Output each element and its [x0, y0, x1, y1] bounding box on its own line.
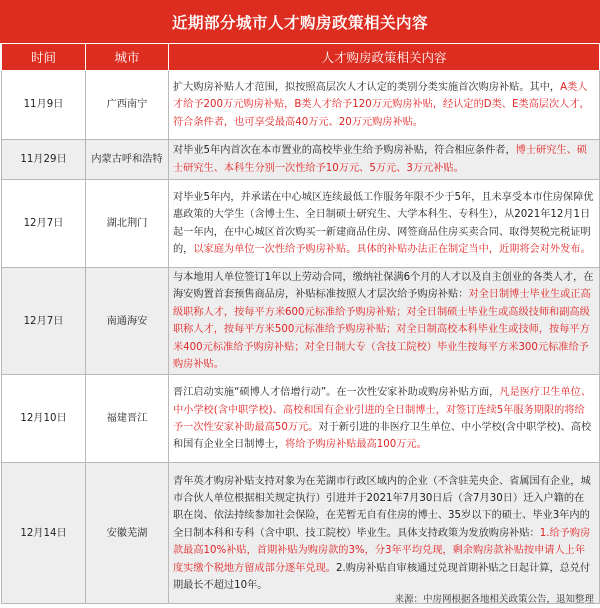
table-row: [2, 463, 600, 604]
row-city: 广西南宁: [86, 71, 169, 140]
policy-text: 晋江启动实施“硕博人才倍增行动”。在一次性安家补助或购房补贴方面，: [173, 387, 500, 399]
policy-highlight: 对全日制博士毕业生或正高级职称人才，按每平方米600元标准给予购房补贴；对全日制硕士毕业生或高级技师和副高级职称人才，按每平方米500元标准给予购房补贴；对全日制高校本科毕业生或技师，按每平方米400元标准给予购房补贴；对全日制大专（含技工院校）毕业生按每平方米300元标准给予购房补贴。: [173, 289, 591, 371]
policy-text: 2.购房补贴自审核通过兑现首期补贴之日起计算，总兑付期最长不超过10年。: [173, 562, 591, 591]
policy-highlight: 将给予购房补贴最高100万元。: [285, 439, 427, 451]
policy-text: 扩大购房补贴人才范围，拟按照高层次人才认定的类别分类实施首次购房补贴。其中，: [173, 81, 561, 93]
table-row: [2, 375, 600, 463]
table-row: [2, 71, 600, 140]
row-content: [169, 180, 600, 268]
row-content: [169, 140, 600, 180]
policy-highlight: 以家庭为单位一次性给予购房补贴。具体的补贴办法正在制定当中，近期将会对外发布。: [193, 243, 591, 255]
policy-table: [1, 43, 600, 604]
row-date: 11月9日: [2, 71, 86, 140]
policy-highlight: 1.给予购房款最高10%补贴，首期补贴为购房款的3%，分3年平均兑现，剩余购房款补贴按申请人上年度实缴个税地方留成部分逐年兑现。: [173, 527, 591, 574]
policy-highlight: A类人才给予200万元购房补贴，B类人才给予120万元购房补贴，经认定的D类、E类高层次人才，符合条件者，也可享受最高40万元、20万元购房补贴。: [173, 81, 590, 128]
source-footer: 来源：中房网根据各地相关政策公告，退知整理: [394, 594, 594, 605]
row-city: 湖北荆门: [86, 180, 169, 268]
row-date: 12月10日: [2, 375, 86, 463]
policy-text: 与本地用人单位签订1年以上劳动合同，缴纳社保满6个月的人才以及自主创业的各类人才，在海安购置首套预售商品房，补贴标准按照人才层次给予购房补贴：: [173, 272, 594, 301]
policy-highlight: 凡是医疗卫生单位、中小学校(含中职学校)、高校和国有企业引进的全日制博士，对签订连续5年服务期限的将给予一次性安家补助最高50万元。: [173, 387, 592, 433]
column-header-date: 时间: [2, 44, 86, 71]
row-content: [169, 375, 600, 463]
table-row: [2, 140, 600, 180]
row-content: [169, 268, 600, 375]
row-city: 内蒙古呼和浩特: [86, 140, 169, 180]
row-date: 12月7日: [2, 180, 86, 268]
table-header-row: [2, 44, 600, 71]
table-row: [2, 268, 600, 375]
row-date: 12月7日: [2, 268, 86, 375]
row-date: 12月14日: [2, 463, 86, 604]
row-content: [169, 71, 600, 140]
row-city: 福建晋江: [86, 375, 169, 463]
table-row: [2, 180, 600, 268]
policy-text: 对毕业5年内，并承诺在中心城区连续最低工作服务年限不少于5年，且未享受本市住房保障优惠政策的大学生（含博士生、全日制硕士研究生、大学本科生、专科生），从2021年12月1日起一年内，在中心城区首次购买一新建商品住房、网签商品住房买卖合同、取得契税完税证明的，: [173, 191, 594, 255]
policy-text: 对于新引进的非医疗卫生单位、中小学校(含中职学校)、高校和国有企业全日制博士，: [173, 421, 592, 451]
page-title: 近期部分城市人才购房政策相关内容: [0, 0, 600, 43]
policy-text: 对毕业5年内首次在本市置业的高校毕业生给予购房补贴，符合相应条件者，: [173, 145, 516, 157]
policy-highlight: 博士研究生、硕士研究生、本科生分别一次性给予10万元、5万元、3万元补贴。: [173, 145, 587, 174]
policy-text: 青年英才购房补贴支持对象为在芜湖市行政区域内的企业（不含驻芜央企、省属国有企业，城市合伙人单位根据相关规定执行）引进并于2021年7月30日后（含7月30日）迁入户籍的在职在岗、依法持续参加社会保险，在芜暂无自有住房的博士、35岁以下的硕士、毕业3年内的全日制本科和专科（含中职、技工院校）毕业生。具体支持政策为发放购房补贴：: [173, 475, 591, 539]
row-date: 11月29日: [2, 140, 86, 180]
column-header-city: 城市: [86, 44, 169, 71]
row-content: [169, 463, 600, 604]
column-header-content: 人才购房政策相关内容: [169, 44, 600, 71]
row-city: 安徽芜湖: [86, 463, 169, 604]
row-city: 南通海安: [86, 268, 169, 375]
